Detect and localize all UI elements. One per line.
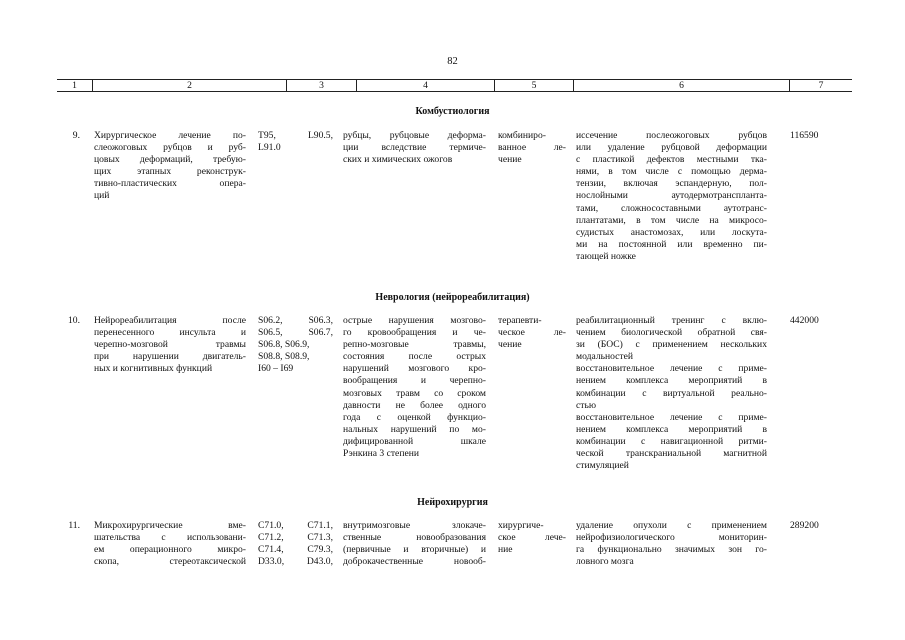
treatment-type: хирургиче- ское лече- ние (498, 520, 566, 556)
section-title-neurology: Неврология (нейрореабилитация) (375, 292, 530, 303)
column-header-3: 3 (319, 80, 324, 91)
cost-value: 289200 (790, 520, 819, 531)
column-header-1: 1 (72, 80, 77, 91)
patient-model: острые нарушения мозгово- го кровообращения и че- репно-мозговые травмы, состояния после острых нарушений мозгового кро- вообращения и черепно- мозговых травм со сроком давности не более одного года с оценкой функцио- нальных нарушений по мо- дифицированной шкале Рэнкина 3 степени (343, 315, 486, 460)
cost-value: 442000 (790, 315, 819, 326)
column-header-4: 4 (423, 80, 428, 91)
section-title-combustiology: Комбустиология (415, 106, 490, 117)
patient-model: рубцы, рубцовые деформа- ции вследствие термиче- ских и химических ожогов (343, 130, 486, 166)
patient-model: внутримозговые злокаче- ственные новообразования (первичные и вторичные) и доброкачественные новооб- (343, 520, 486, 568)
row-number: 10. (68, 315, 80, 326)
procedure-name: Нейрореабилитация после перенесенного инсульта и черепно-мозговой травмы при нарушении двигатель- ных и когнитивных функций (94, 315, 246, 375)
treatment-method: реабилитационный тренинг с вклю- чением биологической обратной свя- зи (БОС) с применением нескольких модальностей восстановительное лечение с приме- нением комплекса мероприятий в комбинации с виртуальной реально- стью восстановительное лечение с приме- нением комплекса мероприятий в комбинации с навигационной ритми- ческой транскраниальной магнитной стимуляцией (576, 315, 767, 472)
treatment-type: комбиниро- ванное ле- чение (498, 130, 566, 166)
procedure-name: Микрохирургические вме- шательства с использовани- ем операционного микро- скопа, стереотаксической (94, 520, 246, 568)
column-header-6: 6 (679, 80, 684, 91)
row-number: 9. (72, 130, 80, 141)
column-header-2: 2 (187, 80, 192, 91)
diagnosis-codes: S06.2, S06.3, S06.5, S06.7, S06.8, S06.9, S08.8, S08.9, I60 – I69 (258, 315, 333, 375)
row-number: 11. (68, 520, 80, 531)
column-header-5: 5 (531, 80, 537, 91)
procedure-name: Хирургическое лечение по- слеожоговых рубцов и руб- цовых деформаций, требую- щих этапных реконструк- тивно-пластических опера- ций (94, 130, 246, 202)
treatment-method: удаление опухоли с применением нейрофизиологического мониторин- га функционально значимых зон го- ловного мозга (576, 520, 767, 568)
cost-value: 116590 (790, 130, 819, 141)
column-header-row (57, 79, 852, 92)
treatment-type: терапевти- ческое ле- чение (498, 315, 566, 351)
treatment-method: иссечение послеожоговых рубцов или удаление рубцовой деформации с пластикой дефектов местными тка- нями, в том числе с помощью дерма- тензии, включая эспандерную, пол- нослойными аутодермотранспланта- тами, сложносоставными аутотранс- плантатами, в том числе на микросо- судистых анастомозах, или лоскута- ми на постоянной или временно пи- тающей ножке (576, 130, 767, 262)
diagnosis-codes: T95, L90.5, L91.0 (258, 130, 333, 154)
page-number: 82 (447, 56, 458, 67)
column-header-7: 7 (818, 80, 824, 91)
section-title-neurosurgery: Нейрохирургия (417, 497, 488, 508)
diagnosis-codes: C71.0, C71.1, C71.2, C71.3, C71.4, C79.3, D33.0, D43.0, (258, 520, 333, 568)
